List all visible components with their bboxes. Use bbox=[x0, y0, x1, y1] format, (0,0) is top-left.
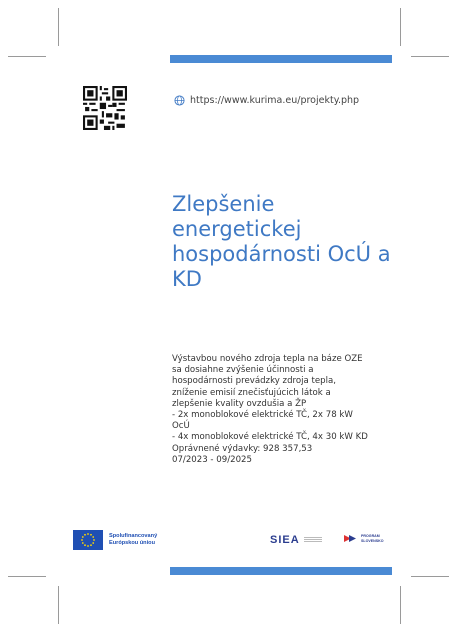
siea-subtext bbox=[304, 537, 322, 543]
crop-mark bbox=[400, 586, 401, 624]
globe-icon bbox=[174, 95, 185, 106]
crop-mark bbox=[411, 576, 449, 577]
qr-code bbox=[83, 86, 127, 130]
description-line: - 4x monoblokové elektrické TČ, 4x 30 kW KD bbox=[172, 432, 368, 443]
project-url[interactable]: https://www.kurima.eu/projekty.php bbox=[190, 95, 360, 106]
description-line: hospodárnosti prevádzky zdroja tepla, bbox=[172, 376, 337, 387]
top-accent-band bbox=[170, 55, 392, 63]
siea-wordmark: SIEA bbox=[270, 534, 300, 546]
description-line: zlepšenie kvality ovzdušia a ŽP bbox=[172, 398, 307, 409]
crop-mark bbox=[58, 586, 59, 624]
siea-logo bbox=[270, 534, 322, 546]
eu-flag-icon bbox=[73, 530, 103, 550]
eu-text-line: Európskou úniou bbox=[109, 540, 155, 546]
description-line: Oprávnené výdavky: 928 357,53 bbox=[172, 443, 313, 454]
crop-mark bbox=[58, 8, 59, 46]
crop-mark bbox=[8, 576, 46, 577]
project-description bbox=[172, 354, 422, 466]
eu-cofunded-logo bbox=[73, 530, 157, 550]
crop-mark bbox=[400, 8, 401, 46]
description-line: sa dosiahne zvýšenie účinnosti a bbox=[172, 365, 314, 376]
program-text-line: PROGRAM bbox=[361, 534, 380, 539]
description-line: zníženie emisií znečisťujúcich látok a bbox=[172, 387, 331, 398]
project-link[interactable] bbox=[174, 95, 359, 106]
description-line: - 2x monoblokové elektrické TČ, 2x 78 kW bbox=[172, 410, 353, 421]
title-line: energetickej bbox=[172, 217, 302, 241]
crop-mark bbox=[8, 56, 46, 57]
title-line: hospodárnosti OcÚ a bbox=[172, 242, 391, 266]
program-slovensko-logo bbox=[344, 534, 384, 543]
project-title bbox=[172, 192, 412, 292]
description-line: Výstavbou nového zdroja tepla na báze OZE bbox=[172, 354, 363, 364]
title-line: Zlepšenie bbox=[172, 192, 275, 216]
program-slovensko-mark-icon bbox=[344, 534, 358, 543]
description-line: OcÚ bbox=[172, 421, 190, 432]
crop-mark bbox=[411, 56, 449, 57]
description-line: 07/2023 - 09/2025 bbox=[172, 454, 252, 465]
title-line: KD bbox=[172, 267, 202, 291]
bottom-accent-band bbox=[170, 567, 392, 575]
program-text-line: SLOVENSKO bbox=[361, 538, 384, 543]
eu-text-line: Spolufinancovaný bbox=[109, 533, 158, 539]
